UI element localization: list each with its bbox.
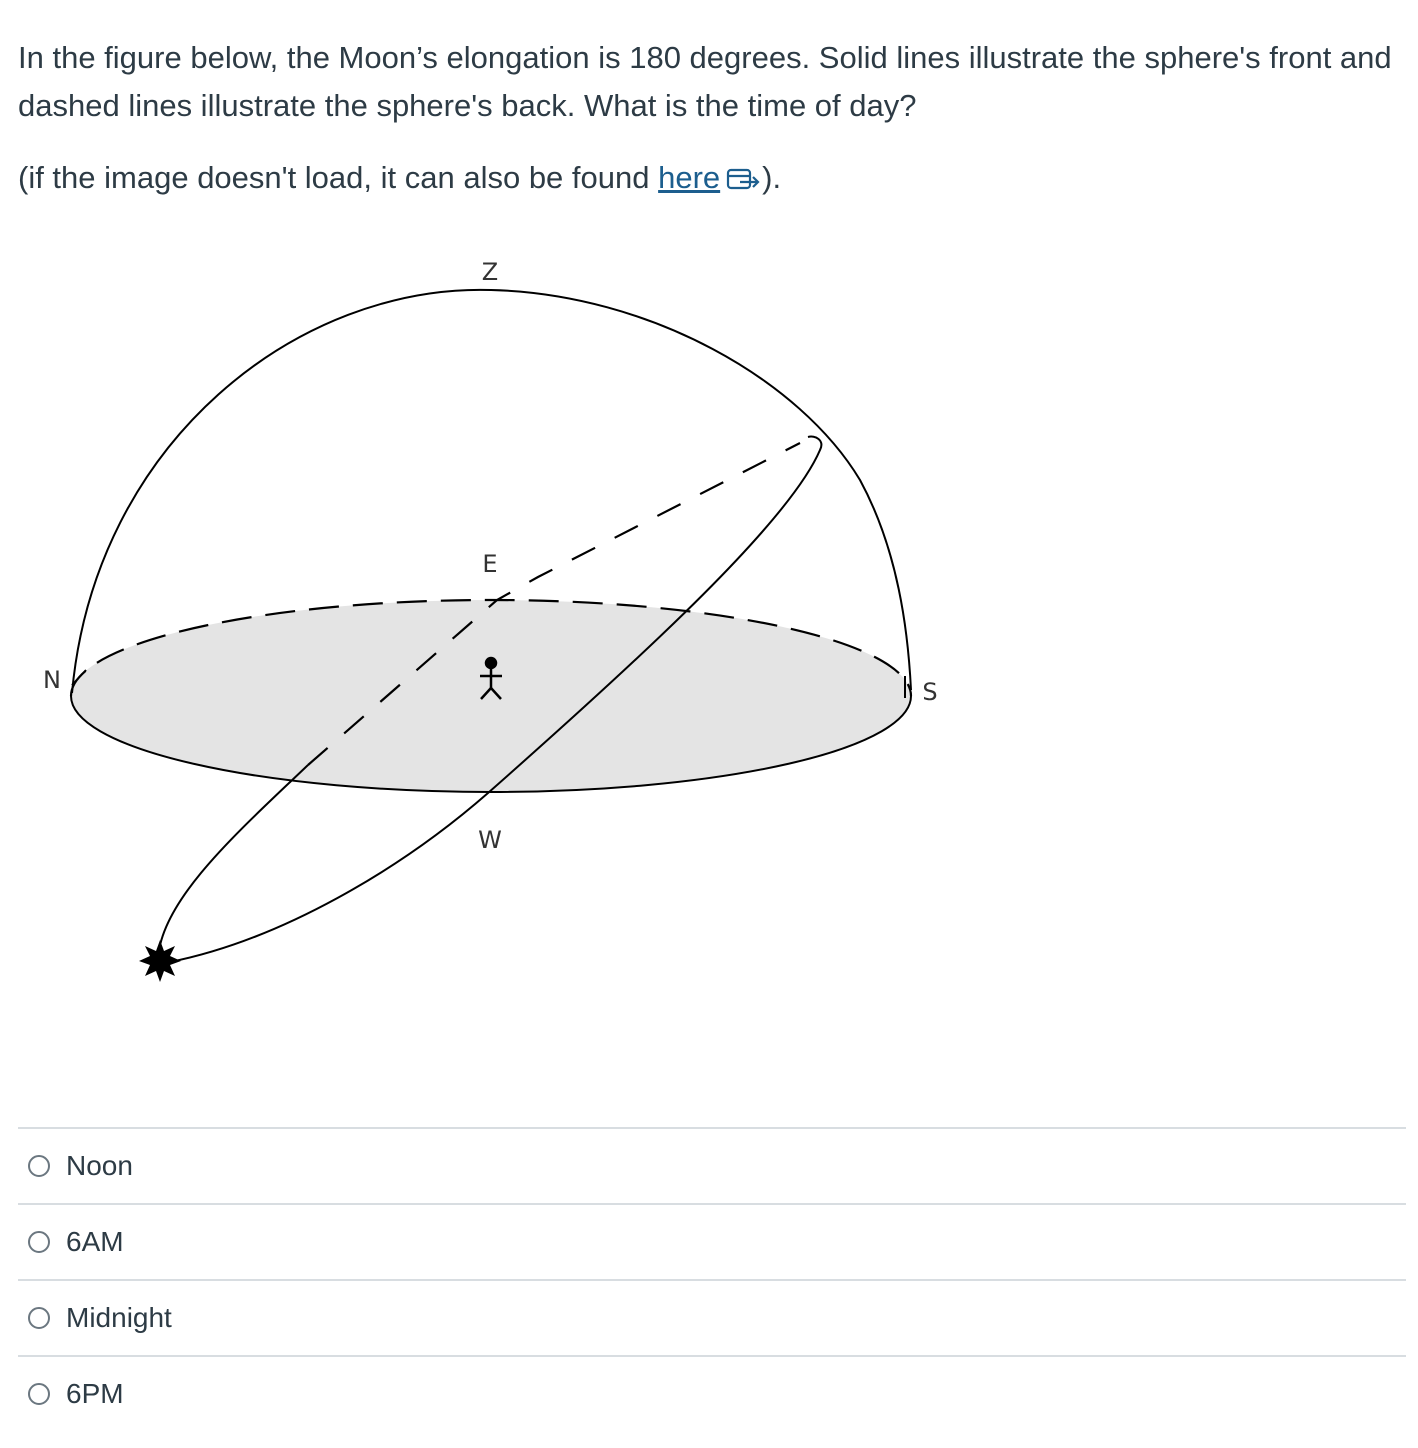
radio-button[interactable]: [28, 1307, 50, 1329]
answer-option[interactable]: [18, 1279, 1406, 1355]
radio-button[interactable]: [28, 1231, 50, 1253]
west-label: W: [478, 826, 502, 854]
answer-option[interactable]: [18, 1127, 1406, 1203]
image-link[interactable]: here: [658, 160, 721, 195]
radio-button[interactable]: [28, 1383, 50, 1405]
answer-label: Noon: [66, 1150, 133, 1181]
note-suffix: ).: [762, 160, 782, 195]
answer-label: 6AM: [66, 1226, 124, 1257]
horizon-plane: [71, 600, 911, 792]
east-label: E: [482, 550, 498, 578]
equator-front-lower: [158, 765, 308, 960]
question-text: In the figure below, the Moon’s elongation is 180 degrees. Solid lines illustrate the sphere's front and dashed lines illustrate the sphere's back. What is the time of day?: [18, 40, 1392, 123]
image-note: [18, 154, 781, 202]
answer-label: Midnight: [66, 1302, 172, 1333]
north-label: N: [43, 666, 61, 694]
answer-option[interactable]: [18, 1203, 1406, 1279]
answer-option[interactable]: [18, 1355, 1406, 1431]
note-prefix: (if the image doesn't load, it can also be found: [18, 160, 659, 195]
zenith-label: Z: [481, 258, 499, 286]
celestial-sphere-figure: [0, 230, 1000, 1030]
external-link-icon[interactable]: [726, 164, 762, 194]
radio-button[interactable]: [28, 1155, 50, 1177]
moon-icon: [139, 940, 181, 982]
answer-list: [18, 1127, 1406, 1431]
south-label: S: [922, 678, 938, 706]
answer-label: 6PM: [66, 1378, 124, 1409]
